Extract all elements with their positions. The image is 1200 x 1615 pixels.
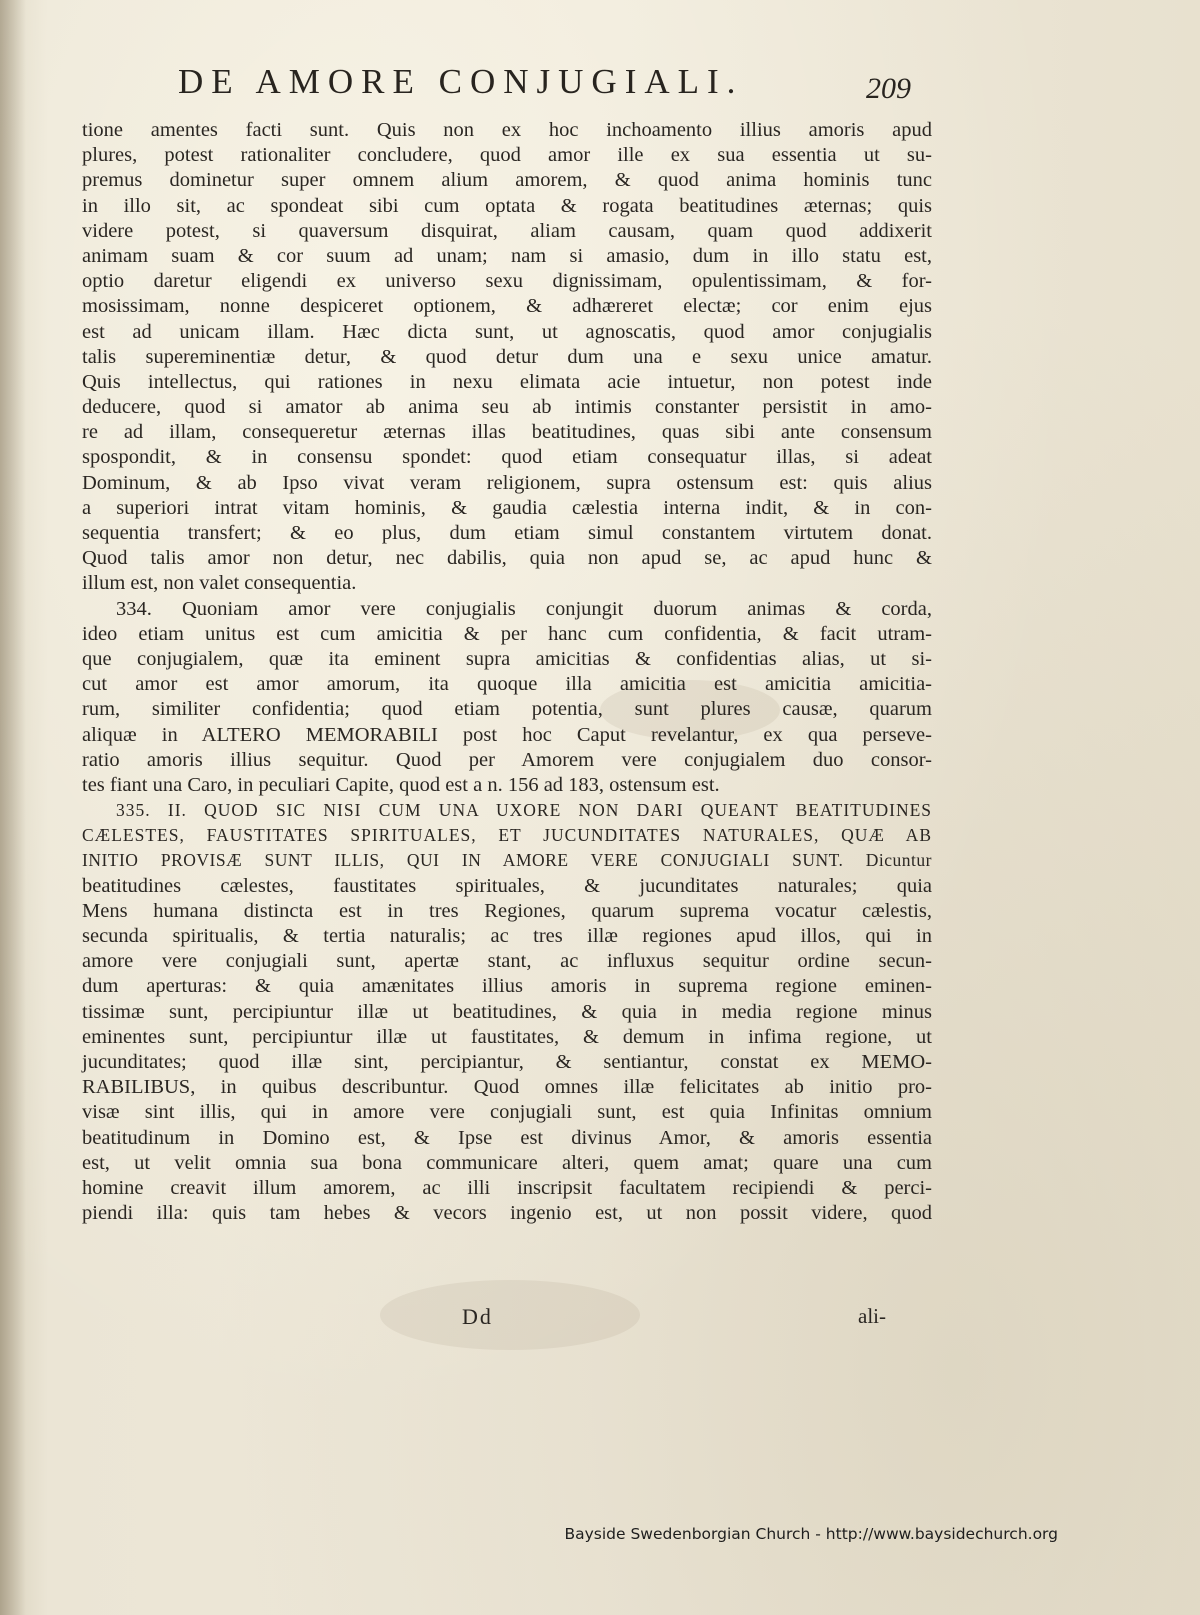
text-line: eminentes sunt, percipiuntur illæ ut faustitates, & demum in infima regione, ut bbox=[82, 1025, 932, 1048]
text-line: re ad illam, consequeretur æternas illas beatitudines, quas sibi ante consensum bbox=[82, 421, 932, 444]
text-line: animam suam & cor suum ad unam; nam si amasio, dum in illo statu est, bbox=[82, 244, 932, 267]
text-line: visæ sint illis, qui in amore vere conjugiali sunt, est quia Infinitas omnium bbox=[82, 1101, 932, 1124]
signature-mark: Dd bbox=[462, 1304, 493, 1329]
text-line: est ad unicam illam. Hæc dicta sunt, ut agnoscatis, quod amor conjugialis bbox=[82, 320, 932, 343]
text-line: spospondit, & in consensu spondet: quod etiam consequatur illas, si adeat bbox=[82, 446, 932, 469]
body-text bbox=[82, 118, 932, 1226]
text-line: Mens humana distincta est in tres Regiones, quarum suprema vocatur cælestis, bbox=[82, 899, 932, 922]
running-title: DE AMORE CONJUGIALI. bbox=[178, 62, 744, 101]
text-line: tes fiant una Caro, in peculiari Capite, quod est a n. 156 ad 183, ostensum est. bbox=[82, 773, 720, 796]
text-line: mosissimam, nonne despiceret optionem, & adhæreret electæ; cor enim ejus bbox=[82, 295, 932, 318]
text-line: secunda spiritualis, & tertia naturalis; ac tres illæ regiones apud illos, qui in bbox=[82, 925, 932, 947]
text-line: beatitudines cælestes, faustitates spirituales, & jucunditates naturales; quia bbox=[82, 874, 932, 897]
text-line: ratio amoris illius sequitur. Quod per Amorem vere conjugialem duo consor- bbox=[82, 748, 932, 771]
text-line: que conjugialem, quæ ita eminent supra amicitias & confidentias alias, ut si- bbox=[82, 647, 932, 670]
text-line: cut amor est amor amorum, ita quoque illa amicitia est amicitia amicitia- bbox=[82, 673, 932, 696]
text-line: tione amentes facti sunt. Quis non ex hoc inchoamento illius amoris apud bbox=[82, 119, 932, 141]
text-line: a superiori intrat vitam hominis, & gaudia cælestia interna indit, & in con- bbox=[82, 496, 932, 519]
text-line: videre potest, si quaversum disquirat, aliam causam, quam quod addixerit bbox=[82, 219, 932, 242]
text-line: plures, potest rationaliter concludere, quod amor ille ex sua essentia ut su- bbox=[82, 144, 932, 167]
text-line: RABILIBUS, in quibus describuntur. Quod omnes illæ felicitates ab initio pro- bbox=[82, 1076, 932, 1099]
catchword: ali- bbox=[858, 1304, 886, 1328]
text-line: Quis intellectus, qui rationes in nexu elimata acie intuetur, non potest inde bbox=[82, 370, 932, 393]
text-line: beatitudinum in Domino est, & Ipse est divinus Amor, & amoris essentia bbox=[82, 1126, 932, 1149]
text-line: aliquæ in ALTERO MEMORABILI post hoc Caput revelantur, ex qua perseve- bbox=[82, 723, 932, 746]
page-number: 209 bbox=[866, 72, 911, 105]
text-line: talis supereminentiæ detur, & quod detur dum una e sexu unice amatur. bbox=[82, 345, 932, 368]
text-line: premus dominetur super omnem alium amorem, & quod anima hominis tunc bbox=[82, 169, 932, 192]
running-head bbox=[170, 62, 970, 112]
paragraph-334-start: 334. Quoniam amor vere conjugialis conjungit duorum animas & corda, bbox=[116, 597, 932, 620]
page-gutter-shadow bbox=[0, 0, 26, 1615]
text-line: jucunditates; quod illæ sint, percipiantur, & sentiantur, constat ex MEMO- bbox=[82, 1050, 932, 1073]
text-line: ideo etiam unitus est cum amicitia & per hanc cum confidentia, & facit utram- bbox=[82, 622, 932, 645]
source-credit: Bayside Swedenborgian Church - http://www.baysidechurch.org bbox=[564, 1525, 1058, 1543]
text-line: Quod talis amor non detur, nec dabilis, quia non apud se, ac apud hunc & bbox=[82, 547, 932, 570]
text-line: amore vere conjugiali sunt, apertæ stant, ac influxus sequitur ordine secun- bbox=[82, 950, 932, 973]
text-line: deducere, quod si amator ab anima seu ab intimis constanter persistit in amo- bbox=[82, 396, 932, 419]
paragraph-335-start: 335. II. QUOD SIC NISI CUM UNA UXORE NON DARI QUEANT BEATITUDINES bbox=[116, 800, 932, 821]
text-line: tissimæ sunt, percipiuntur illæ ut beatitudines, & quia in media regione minus bbox=[82, 1000, 932, 1023]
text-line: homine creavit illum amorem, ac illi inscripsit facultatem recipiendi & perci- bbox=[82, 1176, 932, 1199]
paper-stain bbox=[380, 1280, 640, 1350]
text-line: optio daretur eligendi ex universo sexu dignissimam, opulentissimam, & for- bbox=[82, 270, 932, 293]
text-line: Dominum, & ab Ipso vivat veram religionem, supra ostensum est: quis alius bbox=[82, 471, 932, 494]
text-line: sequentia transfert; & eo plus, dum etiam simul constantem virtutem donat. bbox=[82, 522, 932, 544]
text-line: piendi illa: quis tam hebes & vecors ingenio est, ut non possit videre, quod bbox=[82, 1202, 932, 1225]
text-line: rum, similiter confidentia; quod etiam potentia, sunt plures causæ, quarum bbox=[82, 698, 932, 721]
text-line: dum aperturas: & quia amænitates illius amoris in suprema regione eminen- bbox=[82, 975, 932, 998]
section-heading-line: INITIO PROVISÆ SUNT ILLIS, QUI IN AMORE VERE CONJUGIALI SUNT. Dicuntur bbox=[82, 850, 932, 871]
text-line: in illo sit, ac spondeat sibi cum optata & rogata beatitudines æternas; quis bbox=[82, 194, 932, 217]
text-line: illum est, non valet consequentia. bbox=[82, 572, 357, 595]
text-line: est, ut velit omnia sua bona communicare alteri, quem amat; quare una cum bbox=[82, 1151, 932, 1174]
section-heading-line: CÆLESTES, FAUSTITATES SPIRITUALES, ET JUCUNDITATES NATURALES, QUÆ AB bbox=[82, 825, 932, 846]
